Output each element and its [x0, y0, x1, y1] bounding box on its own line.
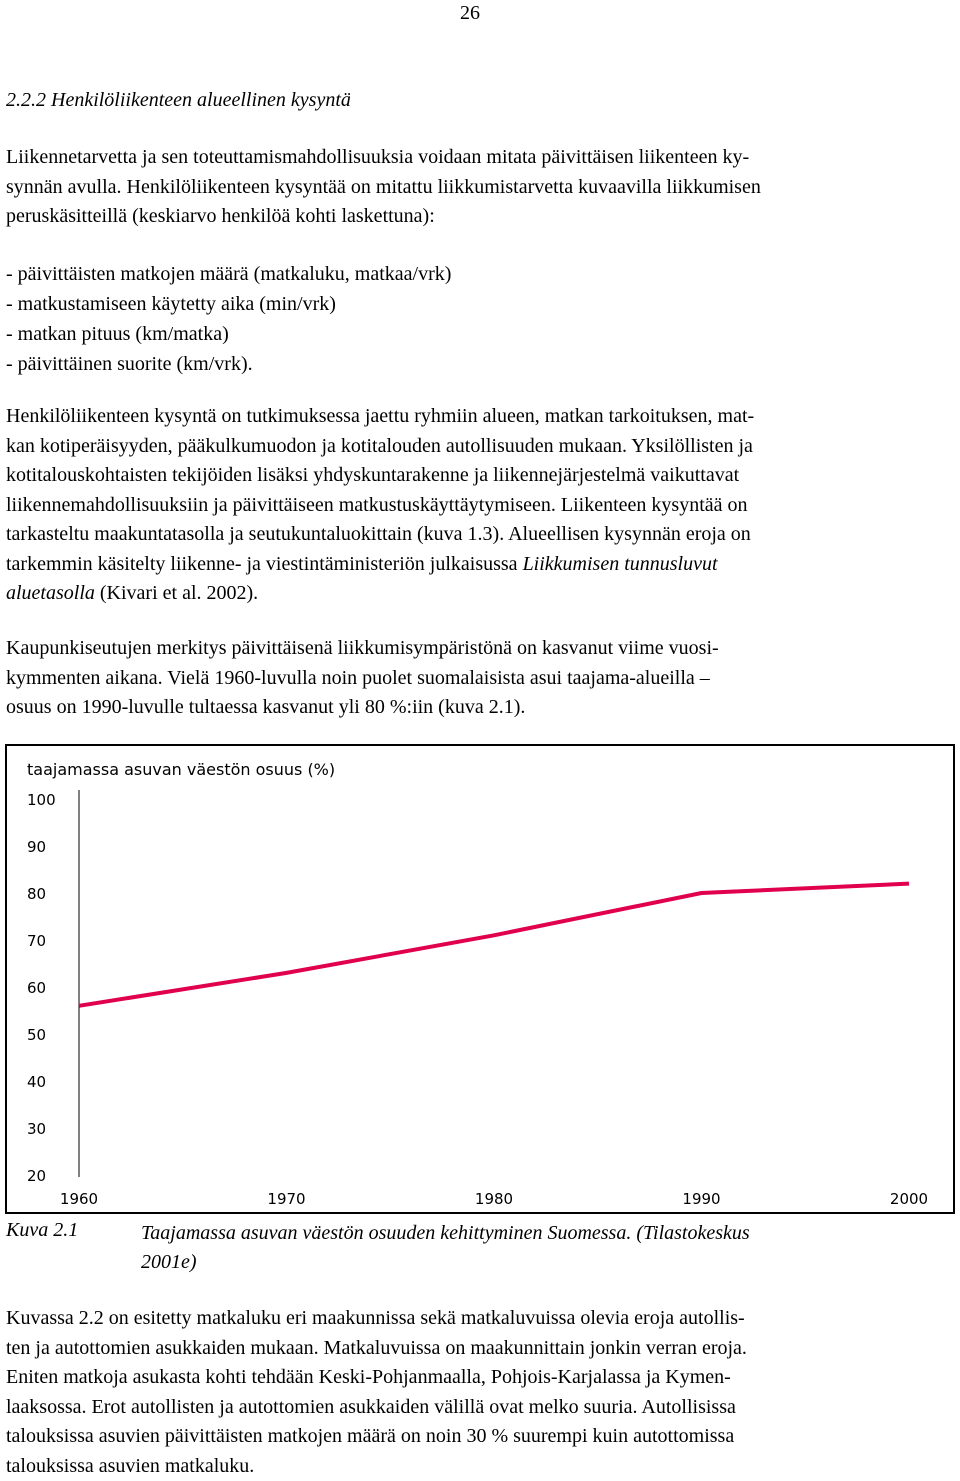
paragraph-line: talouksissa asuvien matkaluku. [6, 1452, 954, 1481]
paragraph-text: tarkemmin käsitelty liikenne- ja viestintäministeriön julkaisussa [6, 553, 518, 575]
list-item: - matkan pituus (km/matka) [6, 319, 451, 349]
x-tick-label: 2000 [890, 1190, 928, 1208]
paragraph-line: kan kotiperäisyyden, pääkulkumuodon ja kotitalouden autollisuuden mukaan. Yksilöllisten ja [6, 432, 954, 462]
y-tick-label: 30 [27, 1120, 46, 1138]
caption-line: Taajamassa asuvan väestön osuuden kehittyminen Suomessa. (Tilastokeskus [141, 1219, 954, 1248]
figure-chart [5, 744, 955, 1214]
paragraph-line: kotitalouskohtaisten tekijöiden lisäksi yhdyskuntarakenne ja liikennejärjestelmä vaikuttavat [6, 461, 954, 491]
y-tick-label: 50 [27, 1026, 46, 1044]
paragraph-line: Henkilöliikenteen kysyntä on tutkimuksessa jaettu ryhmiin alueen, matkan tarkoituksen, mat- [6, 402, 954, 432]
paragraph-line: synnän avulla. Henkilöliikenteen kysyntää on mitattu liikkumistarvetta kuvaavilla liikkumisen [6, 173, 954, 203]
x-tick-label: 1970 [267, 1190, 305, 1208]
publication-title: Liikkumisen tunnusluvut [523, 553, 718, 575]
paragraph-4 [6, 1304, 954, 1481]
page-number: 26 [460, 2, 480, 25]
list-item: - matkustamiseen käytetty aika (min/vrk) [6, 289, 451, 319]
x-tick-label: 1990 [682, 1190, 720, 1208]
paragraph-2 [6, 402, 954, 609]
paragraph-line: kymmenten aikana. Vielä 1960-luvulla noin puolet suomalaisista asui taajama-alueilla – [6, 664, 954, 694]
paragraph-line: Eniten matkoja asukasta kohti tehdään Keski-Pohjanmaalla, Pohjois-Karjalassa ja Kymen- [6, 1363, 954, 1393]
paragraph-line [6, 579, 954, 609]
paragraph-1 [6, 143, 954, 232]
x-tick-label: 1960 [60, 1190, 98, 1208]
line-chart [7, 746, 953, 1212]
paragraph-line: laaksossa. Erot autollisten ja autottomien asukkaiden välillä ovat melko suuria. Autollisissa [6, 1393, 954, 1423]
y-tick-label: 60 [27, 979, 46, 997]
caption-line: 2001e) [141, 1248, 954, 1277]
paragraph-line: talouksissa asuvien päivittäisten matkojen määrä on noin 30 % suurempi kuin autottomissa [6, 1422, 954, 1452]
x-tick-label: 1980 [475, 1190, 513, 1208]
paragraph-line: Kaupunkiseutujen merkitys päivittäisenä liikkumisympäristönä on kasvanut viime vuosi- [6, 634, 954, 664]
y-tick-label: 80 [27, 885, 46, 903]
series-line [79, 884, 909, 1006]
measure-list [6, 259, 451, 379]
list-item: - päivittäinen suorite (km/vrk). [6, 349, 451, 379]
citation: (Kivari et al. 2002). [95, 582, 258, 604]
paragraph-line [6, 550, 954, 580]
paragraph-line: liikennemahdollisuuksiin ja päivittäiseen matkustuskäyttäytymiseen. Liikenteen kysyntää on [6, 491, 954, 521]
section-heading: 2.2.2 Henkilöliikenteen alueellinen kysyntä [6, 89, 351, 112]
publication-title-end: aluetasolla [6, 582, 95, 604]
paragraph-line: tarkasteltu maakuntatasolla ja seutukuntaluokittain (kuva 1.3). Alueellisen kysynnän eroja on [6, 520, 954, 550]
chart-title: taajamassa asuvan väestön osuus (%) [27, 760, 335, 779]
figure-caption [141, 1219, 954, 1277]
paragraph-line: osuus on 1990-luvulle tultaessa kasvanut yli 80 %:iin (kuva 2.1). [6, 693, 954, 723]
y-tick-label: 20 [27, 1167, 46, 1185]
y-tick-label: 100 [27, 791, 56, 809]
y-tick-label: 70 [27, 932, 46, 950]
list-item: - päivittäisten matkojen määrä (matkaluku, matkaa/vrk) [6, 259, 451, 289]
figure-caption-label: Kuva 2.1 [6, 1219, 78, 1242]
paragraph-line: Kuvassa 2.2 on esitetty matkaluku eri maakunnissa sekä matkaluvuissa olevia eroja autollis- [6, 1304, 954, 1334]
y-tick-label: 90 [27, 838, 46, 856]
paragraph-3 [6, 634, 954, 723]
paragraph-line: Liikennetarvetta ja sen toteuttamismahdollisuuksia voidaan mitata päivittäisen liikenteen ky- [6, 143, 954, 173]
paragraph-line: ten ja autottomien asukkaiden mukaan. Matkaluvuissa on maakunnittain jonkin verran eroja. [6, 1334, 954, 1364]
paragraph-line: peruskäsitteillä (keskiarvo henkilöä kohti laskettuna): [6, 202, 954, 232]
y-tick-label: 40 [27, 1073, 46, 1091]
